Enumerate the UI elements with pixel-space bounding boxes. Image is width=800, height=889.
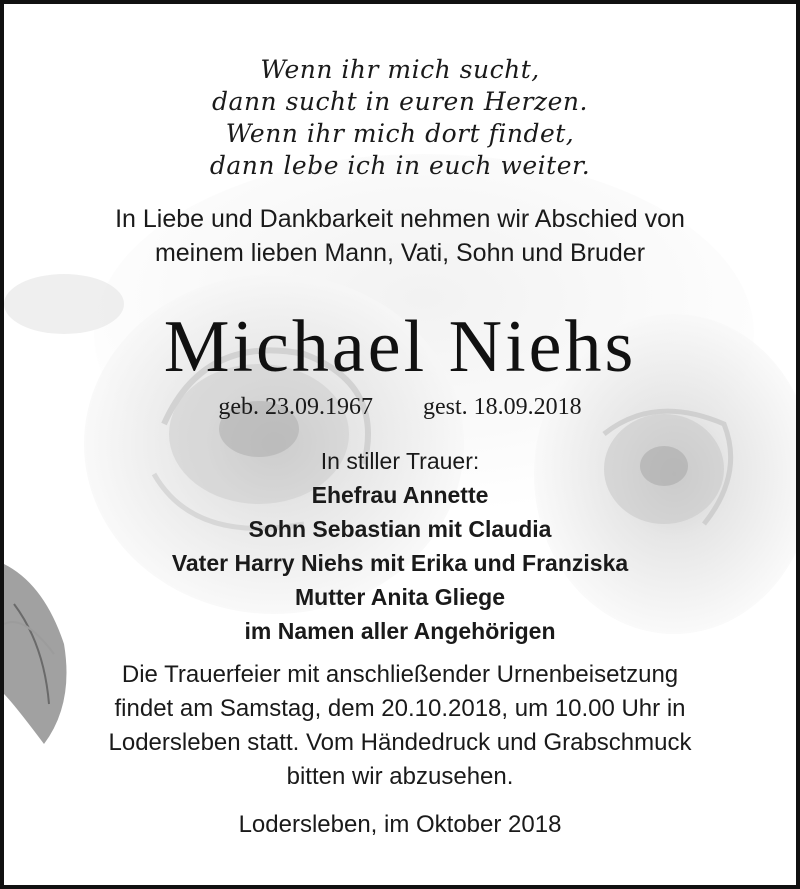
deceased-name: Michael Niehs <box>163 306 637 388</box>
ceremony-line: Lodersleben statt. Vom Händedruck und Grabschmuck <box>108 729 692 756</box>
poem <box>4 54 796 182</box>
poem-line: dann sucht in euren Herzen. <box>212 87 588 116</box>
mourner-name: Mutter Anita Gliege <box>295 584 505 610</box>
birth-date: geb. 23.09.1967 <box>218 394 373 420</box>
ceremony-info <box>4 658 796 794</box>
farewell-intro <box>4 202 796 270</box>
death-date: gest. 18.09.2018 <box>422 394 582 420</box>
life-dates <box>4 392 796 422</box>
ceremony-line: bitten wir abzusehen. <box>286 763 514 790</box>
poem-line: Wenn ihr mich sucht, <box>260 55 540 84</box>
poem-line: dann lebe ich in euch weiter. <box>209 151 591 180</box>
mourner-name: im Namen aller Angehörigen <box>244 618 556 644</box>
intro-line: In Liebe und Dankbarkeit nehmen wir Abschied von <box>115 205 685 233</box>
mourner-name: Sohn Sebastian mit Claudia <box>248 516 552 542</box>
mourners-label: In stiller Trauer: <box>320 448 480 474</box>
ceremony-line: Die Trauerfeier mit anschließender Urnenbeisetzung <box>121 661 679 688</box>
poem-line: Wenn ihr mich dort findet, <box>225 119 575 148</box>
notice-content <box>4 4 796 885</box>
mourners <box>4 444 796 648</box>
ceremony-line: findet am Samstag, dem 20.10.2018, um 10.00 Uhr in <box>114 695 686 722</box>
intro-line: meinem lieben Mann, Vati, Sohn und Bruder <box>154 239 646 267</box>
place-and-date: Lodersleben, im Oktober 2018 <box>238 811 562 838</box>
mourner-name: Ehefrau Annette <box>311 482 489 508</box>
mourner-name: Vater Harry Niehs mit Erika und Franziska <box>171 550 629 576</box>
